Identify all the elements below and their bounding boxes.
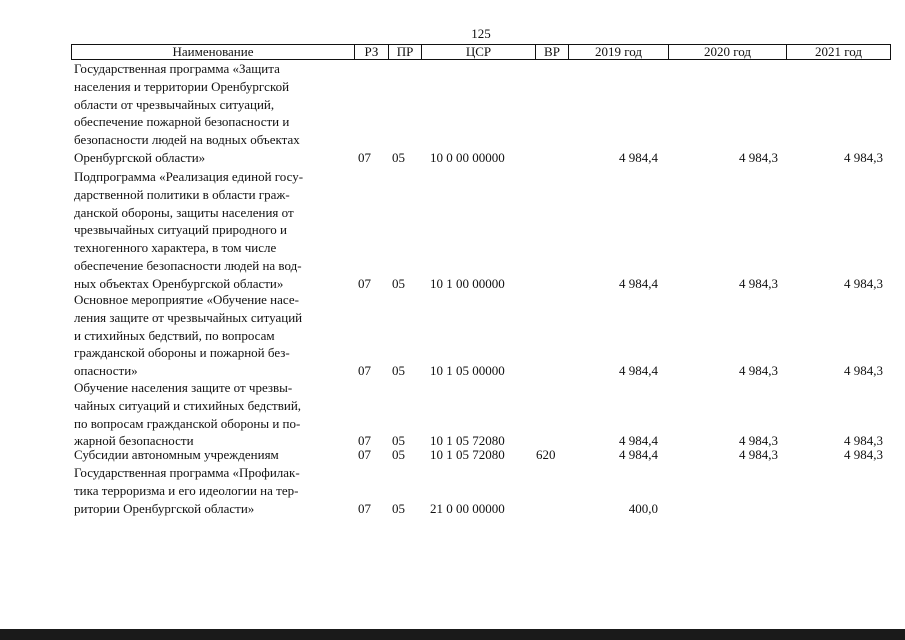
row-2019-value: 4 984,4 [619, 275, 658, 291]
row-pr: 05 [392, 433, 405, 449]
row-pr: 05 [392, 447, 405, 462]
row-2021-value: 4 984,3 [844, 433, 883, 449]
row-name-line: по вопросам гражданской обороны и по- [74, 415, 301, 431]
row-name-line: ритории Оренбургской области» [74, 500, 255, 516]
row-vr [536, 149, 560, 167]
row-2019-value: 4 984,4 [619, 150, 658, 165]
row-rz: 07 [358, 433, 371, 449]
row-name [74, 168, 349, 293]
header-name: Наименование [72, 45, 355, 59]
row-name-line: опасности» [74, 363, 138, 379]
row-2019-value: 4 984,4 [619, 433, 658, 449]
row-name-line: ления защите от чрезвычайных ситуаций [74, 309, 303, 325]
row-2021-value: 4 984,3 [844, 447, 883, 462]
row-csr: 10 1 00 00000 [430, 275, 505, 291]
row-vr: 620 [536, 447, 556, 462]
row-name-line: Субсидии автономным учреждениям [74, 447, 279, 462]
row-name-line: области от чрезвычайных ситуаций, [74, 96, 275, 112]
row-vr [536, 275, 560, 293]
header-rz: РЗ [355, 45, 389, 59]
row-2019-value: 400,0 [628, 500, 658, 516]
row-rz: 07 [358, 500, 371, 516]
row-2020-value [680, 500, 778, 518]
page-number: 125 [471, 26, 491, 41]
row-name [74, 464, 349, 517]
row-2020-value: 4 984,3 [739, 433, 778, 449]
row-name-line: Государственная программа «Профилак- [74, 465, 300, 480]
row-name-line: Оренбургской области» [74, 149, 206, 165]
row-rz: 07 [358, 447, 371, 462]
row-name-line: ных объектах Оренбургской области» [74, 275, 284, 291]
scan-edge-bar [0, 629, 905, 640]
header-2020: 2020 год [669, 45, 787, 59]
row-name-line: гражданской обороны и пожарной без- [74, 345, 290, 361]
header-csr: ЦСР [422, 45, 536, 59]
row-2020-value: 4 984,3 [739, 275, 778, 291]
row-name-line: обеспечение безопасности людей на вод- [74, 257, 302, 273]
row-name-line: Основное мероприятие «Обучение насе- [74, 292, 299, 307]
row-name-line: чайных ситуаций и стихийных бедствий, [74, 397, 302, 413]
row-csr: 10 1 05 72080 [430, 447, 505, 462]
row-name-line: Государственная программа «Защита [74, 61, 280, 76]
row-rz: 07 [358, 363, 371, 379]
row-2019-value: 4 984,4 [619, 363, 658, 379]
row-name-line: техногенного характера, в том числе [74, 240, 277, 256]
row-2021-value: 4 984,3 [844, 150, 883, 165]
row-csr: 10 0 00 00000 [430, 150, 505, 165]
row-name-line: Обучение населения защите от чрезвы- [74, 380, 293, 395]
row-2021-value: 4 984,3 [844, 363, 883, 379]
table-header [71, 44, 891, 60]
row-2020-value: 4 984,3 [739, 447, 778, 462]
header-2019: 2019 год [569, 45, 669, 59]
row-pr: 05 [392, 363, 405, 379]
row-2019-value: 4 984,4 [619, 447, 658, 462]
row-vr [536, 362, 560, 380]
row-name [74, 446, 349, 464]
header-2021: 2021 год [815, 44, 862, 59]
row-name-line: дарственной политики в области граж- [74, 186, 290, 202]
row-csr: 21 0 00 00000 [430, 500, 505, 516]
row-csr: 10 1 05 72080 [430, 433, 505, 449]
row-name-line: данской обороны, защиты населения от [74, 204, 294, 220]
row-pr: 05 [392, 150, 405, 165]
row-rz: 07 [358, 275, 371, 291]
row-name-line: жарной безопасности [74, 433, 194, 449]
row-name-line: и стихийных бедствий, по вопросам [74, 327, 275, 343]
row-2021-value: 4 984,3 [844, 275, 883, 291]
row-name-line: чрезвычайных ситуаций природного и [74, 222, 287, 238]
row-2020-value: 4 984,3 [739, 363, 778, 379]
header-pr: ПР [389, 45, 422, 59]
row-pr: 05 [392, 275, 405, 291]
row-name [74, 291, 349, 380]
row-vr [536, 500, 560, 518]
row-name-line: тика терроризма и его идеологии на тер- [74, 482, 299, 498]
row-name-line: безопасности людей на водных объектах [74, 132, 300, 148]
row-name-line: обеспечение пожарной безопасности и [74, 114, 290, 130]
row-pr: 05 [392, 500, 405, 516]
row-csr: 10 1 05 00000 [430, 363, 505, 379]
row-name [74, 379, 349, 450]
row-name-line: населения и территории Оренбургской [74, 78, 290, 94]
row-2021-value [785, 500, 883, 518]
row-rz: 07 [358, 150, 371, 165]
row-name-line: Подпрограмма «Реализация единой госу- [74, 169, 304, 184]
row-2020-value: 4 984,3 [739, 150, 778, 165]
header-vr: ВР [536, 45, 569, 59]
row-name [74, 60, 349, 167]
